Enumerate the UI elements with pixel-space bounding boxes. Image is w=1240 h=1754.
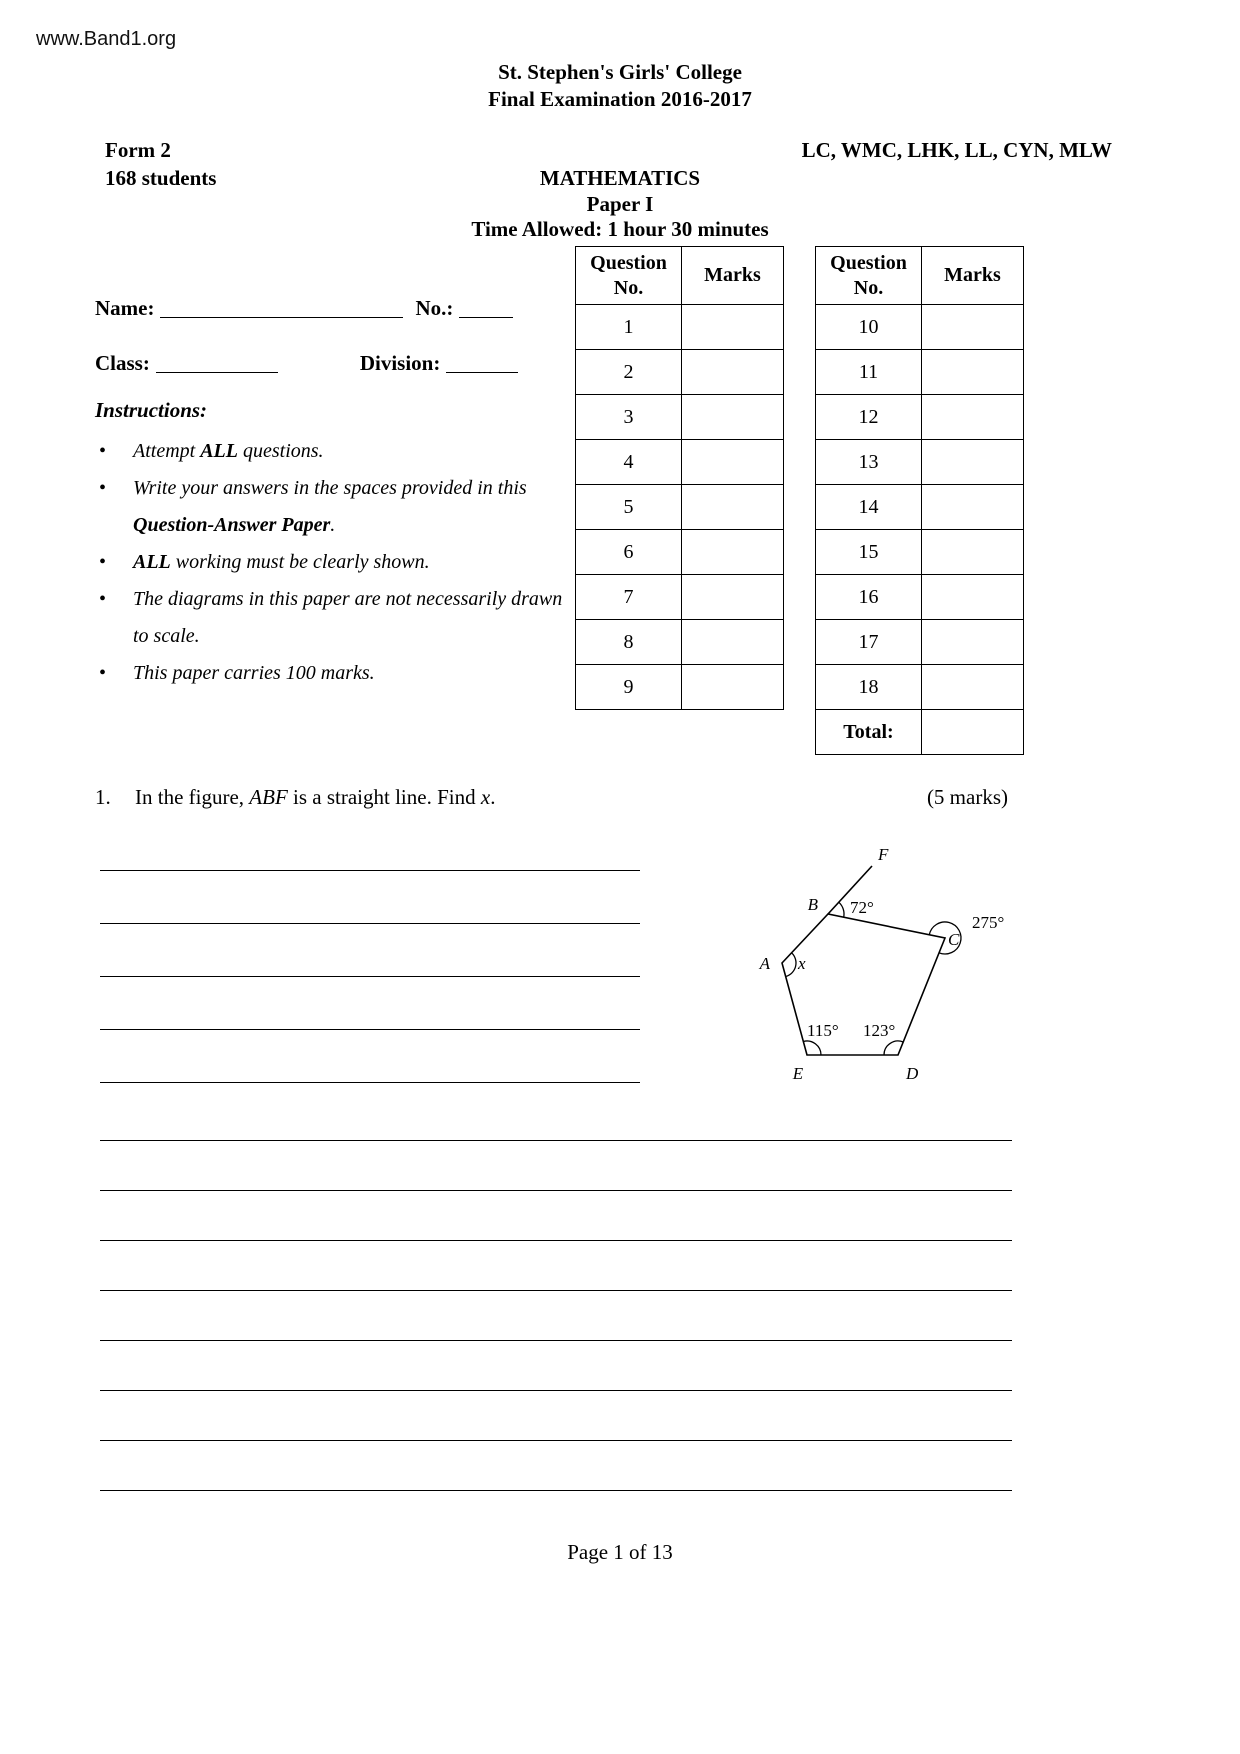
table-header-row — [816, 247, 1024, 305]
marks-header: Marks — [682, 247, 784, 305]
exam-title: Final Examination 2016-2017 — [488, 87, 752, 111]
marks-cell — [682, 485, 784, 530]
angle-label-123: 123° — [863, 1021, 896, 1040]
name-blank — [160, 298, 403, 318]
total-marks-cell — [922, 710, 1024, 755]
question-no-cell: 18 — [816, 665, 922, 710]
division-blank — [446, 353, 518, 373]
marks-cell — [922, 350, 1024, 395]
watermark: www.Band1.org — [36, 28, 177, 50]
vertex-label-f: F — [878, 845, 889, 864]
question-number: 1. — [95, 785, 111, 809]
text-segment: ALL — [133, 551, 171, 573]
student-count: 168 students — [105, 166, 217, 190]
marks-cell — [682, 530, 784, 575]
angle-label-72: 72° — [850, 898, 874, 917]
marks-cell — [682, 305, 784, 350]
question1-figure — [700, 838, 1040, 1103]
marks-cell — [922, 575, 1024, 620]
question-no-cell: 14 — [816, 485, 922, 530]
table-row — [816, 530, 1024, 575]
answer-line — [100, 1440, 1012, 1441]
marks-cell — [922, 395, 1024, 440]
text-segment: working must be clearly shown. — [170, 551, 430, 573]
marks-table-1 — [575, 246, 784, 710]
instruction-item — [95, 655, 573, 692]
page-footer: Page 1 of 13 — [567, 1540, 673, 1564]
name-row — [95, 296, 513, 321]
text-segment: ABF — [249, 785, 288, 809]
text-segment: . — [330, 514, 336, 536]
class-row — [95, 351, 518, 376]
table-row — [576, 530, 784, 575]
form-label: Form 2 — [105, 138, 171, 162]
text-segment: is a straight line. Find — [287, 785, 481, 809]
question-no-cell: 5 — [576, 485, 682, 530]
class-label: Class: — [95, 351, 150, 375]
table-row — [816, 665, 1024, 710]
instructions-list — [95, 433, 573, 692]
question-no-header: Question No. — [816, 247, 922, 305]
marks-cell — [922, 665, 1024, 710]
question-no-header: Question No. — [576, 247, 682, 305]
answer-line — [100, 1340, 1012, 1341]
marks-cell — [922, 620, 1024, 665]
table-row — [816, 485, 1024, 530]
no-label: No.: — [415, 296, 454, 320]
question-no-cell: 12 — [816, 395, 922, 440]
table-row — [576, 620, 784, 665]
question-no-cell: 10 — [816, 305, 922, 350]
table-header-row — [576, 247, 784, 305]
question-no-cell: 15 — [816, 530, 922, 575]
question-no-cell: 17 — [816, 620, 922, 665]
marks-cell — [682, 665, 784, 710]
table-row — [576, 665, 784, 710]
question-no-cell: 1 — [576, 305, 682, 350]
question-no-cell: 16 — [816, 575, 922, 620]
instruction-item — [95, 544, 573, 581]
vertex-label-b: B — [807, 895, 818, 914]
marks-cell — [682, 620, 784, 665]
answer-line — [100, 870, 640, 871]
text-segment: questions. — [238, 440, 324, 462]
question-no-cell: 3 — [576, 395, 682, 440]
table-row — [576, 575, 784, 620]
marks-cell — [922, 530, 1024, 575]
answer-line — [100, 1190, 1012, 1191]
table-row — [576, 305, 784, 350]
answer-line — [100, 976, 640, 977]
marks-cell — [682, 440, 784, 485]
text-segment: ALL — [200, 440, 238, 462]
question-marks: (5 marks) — [926, 785, 1008, 809]
marks-cell — [682, 395, 784, 440]
table-row — [816, 440, 1024, 485]
vertex-label-d: D — [906, 1064, 919, 1083]
class-blank — [156, 353, 278, 373]
text-segment: . — [490, 785, 496, 809]
no-blank — [459, 298, 513, 318]
answer-line — [100, 1082, 640, 1083]
vertex-label-e: E — [792, 1064, 804, 1083]
division-label: Division: — [359, 351, 441, 375]
table-row — [576, 485, 784, 530]
answer-line — [100, 1490, 1012, 1491]
time-allowed: Time Allowed: 1 hour 30 minutes — [471, 217, 769, 241]
marks-table-2 — [815, 246, 1024, 755]
table-row — [816, 395, 1024, 440]
angle-label-275: 275° — [972, 913, 1005, 932]
paper-number: Paper I — [586, 192, 654, 216]
angle-arc-b — [839, 902, 844, 917]
instruction-item — [95, 581, 573, 655]
vertex-label-a: A — [759, 954, 770, 973]
subject-title: MATHEMATICS — [539, 166, 701, 190]
text-segment: This paper carries 100 marks. — [133, 662, 375, 684]
question-no-cell: 11 — [816, 350, 922, 395]
question-no-cell: 4 — [576, 440, 682, 485]
table-row — [816, 350, 1024, 395]
instructions-section — [95, 398, 573, 692]
table-row — [576, 440, 784, 485]
text-segment: In the figure, — [135, 785, 250, 809]
text-segment: The diagrams in this paper are not necessarily drawn to scale. — [133, 588, 563, 647]
question-no-cell: 13 — [816, 440, 922, 485]
answer-line — [100, 1290, 1012, 1291]
question-no-cell: 8 — [576, 620, 682, 665]
answer-line — [100, 923, 640, 924]
question-no-cell: 9 — [576, 665, 682, 710]
question-text — [135, 785, 927, 810]
marks-header: Marks — [922, 247, 1024, 305]
answer-line — [100, 1240, 1012, 1241]
table-row — [816, 575, 1024, 620]
question-no-cell: 7 — [576, 575, 682, 620]
table-row — [576, 350, 784, 395]
teacher-codes: LC, WMC, LHK, LL, CYN, MLW — [801, 138, 1112, 162]
vertex-label-c: C — [948, 930, 960, 949]
marks-cell — [682, 350, 784, 395]
question-1 — [95, 785, 1008, 810]
marks-cell — [682, 575, 784, 620]
marks-cell — [922, 440, 1024, 485]
angle-label-x: x — [798, 954, 806, 973]
question-no-cell: 6 — [576, 530, 682, 575]
instruction-item — [95, 470, 573, 544]
question-no-cell: 2 — [576, 350, 682, 395]
text-segment: x — [480, 785, 491, 809]
answer-line — [100, 1140, 1012, 1141]
total-label: Total: — [816, 710, 922, 755]
table-row — [576, 395, 784, 440]
text-segment: Attempt — [133, 440, 201, 462]
text-segment: Write your answers in the spaces provided in this — [133, 477, 527, 499]
school-name: St. Stephen's Girls' College — [498, 60, 742, 84]
marks-cell — [922, 305, 1024, 350]
answer-line — [100, 1029, 640, 1030]
name-label: Name: — [95, 296, 155, 320]
table-row — [816, 620, 1024, 665]
table-row — [816, 305, 1024, 350]
total-row — [816, 710, 1024, 755]
instruction-item — [95, 433, 573, 470]
instructions-title: Instructions: — [95, 398, 208, 422]
answer-line — [100, 1390, 1012, 1391]
angle-label-115: 115° — [807, 1021, 839, 1040]
marks-cell — [922, 485, 1024, 530]
text-segment: Question-Answer Paper — [133, 514, 331, 536]
pentagon-figure-svg — [700, 838, 1040, 1098]
